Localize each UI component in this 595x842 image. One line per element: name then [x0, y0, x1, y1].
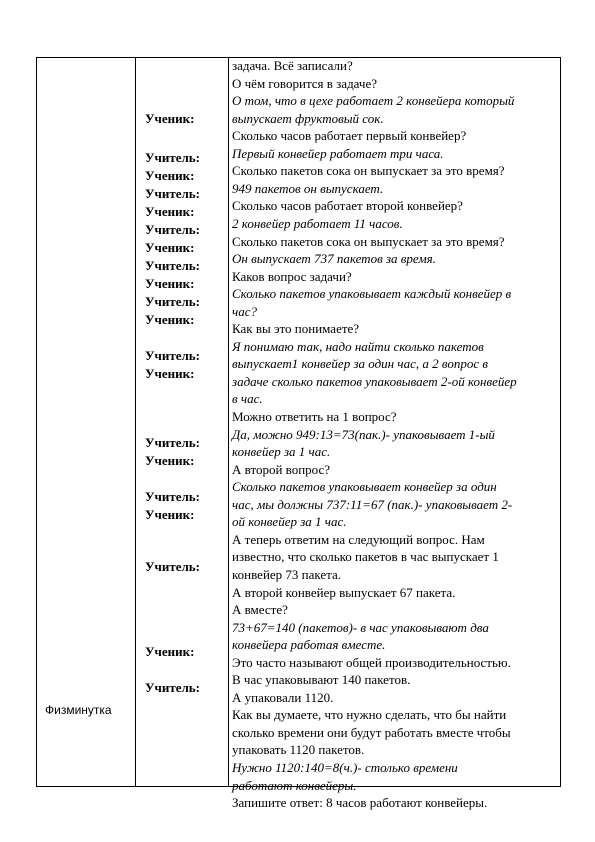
- role-student: Ученик:: [145, 453, 195, 468]
- table-border-col1: [135, 57, 136, 787]
- teacher-line: Можно ответить на 1 вопрос?: [232, 409, 397, 424]
- teacher-line: А теперь ответим на следующий вопрос. Нам: [232, 531, 485, 547]
- student-answer-line: Он выпускает 737 пакетов за время.: [232, 251, 436, 267]
- role-teacher: Учитель:: [145, 435, 201, 450]
- teacher-line: Это часто называют общей производительностью.: [232, 654, 511, 670]
- student-answer-line: Я понимаю так, надо найти сколько пакетов: [232, 338, 484, 354]
- role-teacher: Учитель:: [145, 150, 201, 165]
- role-student: Ученик:: [145, 204, 195, 219]
- role-student: Ученик:: [145, 240, 195, 255]
- student-answer-line: Первый конвейер работает три часа.: [232, 145, 444, 161]
- role-teacher: Учитель:: [145, 559, 201, 574]
- student-answer-line: О том, что в цехе работает 2 конвейера который: [232, 93, 515, 109]
- role-teacher: Учитель:: [145, 294, 201, 309]
- teacher-line: А вместе?: [232, 602, 288, 618]
- role-student: Ученик:: [145, 366, 195, 381]
- teacher-line: А второй вопрос?: [232, 461, 331, 477]
- student-answer-line: ой конвейер за 1 час.: [232, 514, 347, 530]
- teacher-line: Сколько пакетов сока он выпускает за это время?: [232, 163, 505, 179]
- student-answer-line: задаче сколько пакетов упаковывает 2-ой конвейер: [232, 373, 517, 389]
- student-answer-line: работают конвейеры.: [232, 777, 357, 793]
- student-answer-line: 73+67=140 (пакетов)- в час упаковывают два: [232, 619, 489, 635]
- student-answer-line: конвейера работая вместе.: [232, 637, 386, 653]
- role-student: Ученик:: [145, 111, 195, 126]
- role-teacher: Учитель:: [145, 348, 201, 363]
- student-answer-line: выпускает1 конвейер за один час, а 2 вопрос в: [232, 356, 488, 372]
- teacher-line: Как вы думаете, что нужно сделать, что бы найти: [232, 707, 507, 723]
- teacher-line: Каков вопрос задачи?: [232, 268, 352, 284]
- teacher-line: известно, что сколько пакетов в час выпускает 1: [232, 549, 499, 565]
- student-answer-line: Сколько пакетов упаковывает каждый конвейер в: [232, 286, 512, 302]
- student-answer-line: Да, можно 949:13=73(пак.)- упаковывает 1-ый: [232, 426, 495, 442]
- student-answer-line: 2 конвейер работает 11 часов.: [232, 215, 403, 231]
- table-border-right: [560, 57, 561, 787]
- student-answer-line: час?: [232, 303, 257, 319]
- student-answer-line: в час.: [232, 391, 263, 407]
- teacher-line: сколько времени они будут работать вместе чтобы: [232, 724, 511, 740]
- table-border-col2: [228, 57, 229, 787]
- teacher-line: Сколько часов работает первый конвейер?: [232, 128, 467, 144]
- student-answer-line: Сколько пакетов упаковывает конвейер за один: [232, 479, 497, 495]
- student-answer-line: час, мы должны 737:11=67 (пак.)- упаковывает 2-: [232, 496, 513, 512]
- teacher-line: конвейер 73 пакета.: [232, 566, 342, 582]
- student-answer-line: конвейер за 1 час.: [232, 444, 331, 460]
- teacher-line: А упаковали 1120.: [232, 689, 334, 705]
- role-teacher: Учитель:: [145, 258, 201, 273]
- teacher-line: задача. Всё записали?: [232, 58, 353, 73]
- role-student: Ученик:: [145, 312, 195, 327]
- role-teacher: Учитель:: [145, 186, 201, 201]
- teacher-line: О чём говорится в задаче?: [232, 75, 378, 91]
- teacher-line: Запишите ответ: 8 часов работают конвейеры.: [232, 795, 488, 811]
- role-student: Ученик:: [145, 168, 195, 183]
- student-answer-line: выпускает фруктовый сок.: [232, 110, 384, 126]
- table-border-left: [36, 57, 37, 787]
- student-answer-line: 949 пакетов он выпускает.: [232, 180, 384, 196]
- teacher-line: В час упаковывают 140 пакетов.: [232, 672, 411, 688]
- teacher-line: А второй конвейер выпускает 67 пакета.: [232, 584, 456, 600]
- role-student: Ученик:: [145, 644, 195, 659]
- teacher-line: Как вы это понимаете?: [232, 321, 360, 337]
- stage-label: Физминутка: [45, 703, 112, 717]
- role-student: Ученик:: [145, 276, 195, 291]
- teacher-line: Сколько часов работает второй конвейер?: [232, 198, 463, 214]
- student-answer-line: Нужно 1120:140=8(ч.)- столько времени: [232, 760, 458, 775]
- role-teacher: Учитель:: [145, 680, 201, 695]
- teacher-line: Сколько пакетов сока он выпускает за это время?: [232, 233, 505, 249]
- role-student: Ученик:: [145, 507, 195, 522]
- teacher-line: упаковать 1120 пакетов.: [232, 742, 365, 758]
- role-teacher: Учитель:: [145, 222, 201, 237]
- role-teacher: Учитель:: [145, 489, 201, 504]
